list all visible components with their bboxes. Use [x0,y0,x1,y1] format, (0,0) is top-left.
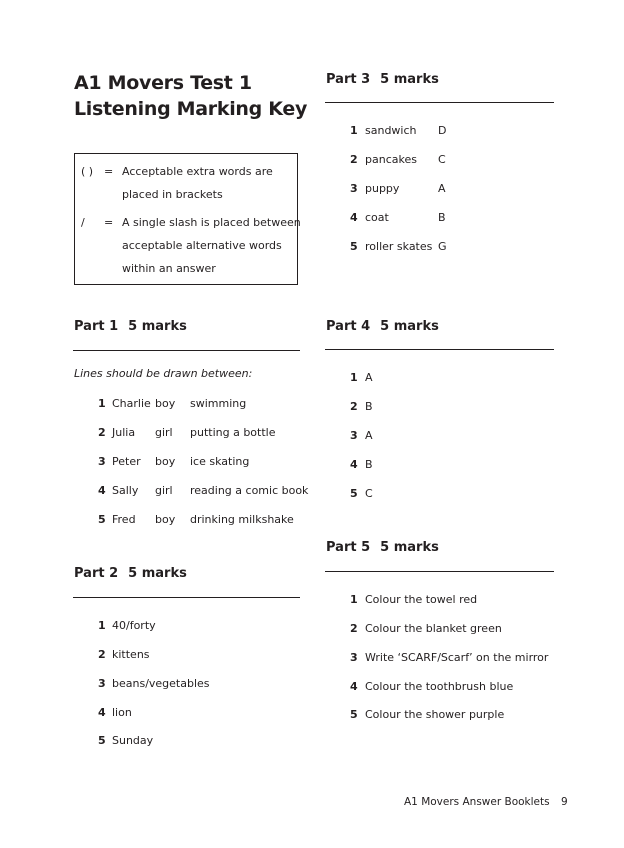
item-name: Julia [112,426,136,439]
item-gender: girl [155,426,173,439]
item-number: 2 [350,622,358,635]
item-answer: Colour the toothbrush blue [365,680,514,693]
part4-divider [325,349,554,350]
item-number: 1 [350,371,358,384]
list-item [98,512,318,528]
item-name: Charlie [112,397,151,410]
marks-label: 5 marks [128,566,187,581]
item-activity: drinking milkshake [190,513,294,526]
item-letter: C [438,153,446,166]
list-item [350,181,550,197]
title-line-2: Listening Marking Key [74,98,308,120]
list-item [350,239,550,255]
part3-heading [326,72,439,87]
item-number: 5 [350,487,358,500]
list-item [350,592,570,608]
item-number: 1 [350,124,358,137]
list-item [98,425,318,441]
marks-label: 5 marks [380,540,439,555]
item-word: coat [365,211,389,224]
item-name: Fred [112,513,136,526]
item-name: Sally [112,484,139,497]
legend-text: placed in brackets [122,188,223,201]
item-activity: putting a bottle [190,426,276,439]
list-item [98,733,298,749]
item-answer: 40/forty [112,619,156,632]
item-letter: A [438,182,446,195]
list-item [350,370,450,386]
item-number: 4 [98,484,106,497]
item-answer: kittens [112,648,150,661]
part5-heading [326,540,439,555]
item-gender: boy [155,513,176,526]
item-letter: D [438,124,447,137]
legend-text: A single slash is placed between [122,216,301,229]
item-answer: lion [112,706,132,719]
item-gender: boy [155,397,176,410]
item-answer: C [365,487,373,500]
page-footer [404,796,568,808]
equals-sign: = [104,216,114,229]
item-activity: ice skating [190,455,250,468]
list-item [350,123,550,139]
list-item [350,428,450,444]
list-item [98,396,318,412]
item-number: 2 [350,400,358,413]
footer-booklet-title: A1 Movers Answer Booklets [404,796,550,808]
item-answer: Colour the blanket green [365,622,502,635]
item-answer: B [365,458,373,471]
list-item [98,676,298,692]
item-number: 3 [350,429,358,442]
list-item [350,152,550,168]
item-number: 5 [98,734,106,747]
equals-sign: = [104,165,114,178]
part-label: Part 2 [74,566,119,581]
item-answer: Colour the shower purple [365,708,505,721]
marks-label: 5 marks [128,319,187,334]
item-number: 4 [350,211,358,224]
part1-divider [73,350,300,351]
item-letter: G [438,240,447,253]
list-item [98,618,298,634]
list-item [350,399,450,415]
page-title [74,70,307,122]
list-item [350,707,570,723]
brackets-symbol: ( ) [81,165,94,178]
part3-divider [325,102,554,103]
item-word: roller skates [365,240,433,253]
page-number: 9 [560,796,568,808]
list-item [98,705,298,721]
item-activity: swimming [190,397,247,410]
item-answer: beans/vegetables [112,677,210,690]
part-label: Part 3 [326,72,371,87]
item-word: puppy [365,182,400,195]
item-number: 2 [350,153,358,166]
item-number: 1 [98,397,106,410]
list-item [350,210,550,226]
part1-instruction: Lines should be drawn between: [74,367,253,380]
list-item [98,647,298,663]
part-label: Part 1 [74,319,119,334]
legend-text: acceptable alternative words [122,239,282,252]
item-number: 2 [98,648,106,661]
item-number: 4 [350,680,358,693]
part2-heading [74,566,187,581]
legend-box [74,153,301,285]
part1-heading [74,319,187,334]
item-answer: Colour the towel red [365,593,478,606]
item-number: 3 [350,182,358,195]
legend-text: Acceptable extra words are [122,165,273,178]
item-word: sandwich [365,124,417,137]
item-number: 3 [350,651,358,664]
item-answer: Sunday [112,734,154,747]
part-label: Part 5 [326,540,371,555]
legend-text: within an answer [122,262,216,275]
slash-symbol: / [81,216,85,229]
list-item [98,483,318,499]
list-item [350,486,450,502]
item-gender: girl [155,484,173,497]
list-item [350,457,450,473]
part4-heading [326,319,439,334]
list-item [350,650,570,666]
item-answer: Write ‘SCARF/Scarf’ on the mirror [365,651,549,664]
item-gender: boy [155,455,176,468]
item-number: 1 [98,619,106,632]
item-number: 4 [350,458,358,471]
part2-divider [73,597,300,598]
marks-label: 5 marks [380,319,439,334]
part5-divider [325,571,554,572]
item-answer: A [365,429,373,442]
item-number: 5 [350,708,358,721]
list-item [98,454,318,470]
item-activity: reading a comic book [190,484,309,497]
item-letter: B [438,211,446,224]
marks-label: 5 marks [380,72,439,87]
item-number: 3 [98,455,106,468]
title-line-1: A1 Movers Test 1 [74,72,252,94]
item-answer: B [365,400,373,413]
item-word: pancakes [365,153,417,166]
part-label: Part 4 [326,319,371,334]
item-number: 4 [98,706,106,719]
list-item [350,621,570,637]
item-number: 3 [98,677,106,690]
item-number: 2 [98,426,106,439]
list-item [350,679,570,695]
item-number: 5 [350,240,358,253]
item-number: 1 [350,593,358,606]
item-number: 5 [98,513,106,526]
item-name: Peter [112,455,141,468]
item-answer: A [365,371,373,384]
